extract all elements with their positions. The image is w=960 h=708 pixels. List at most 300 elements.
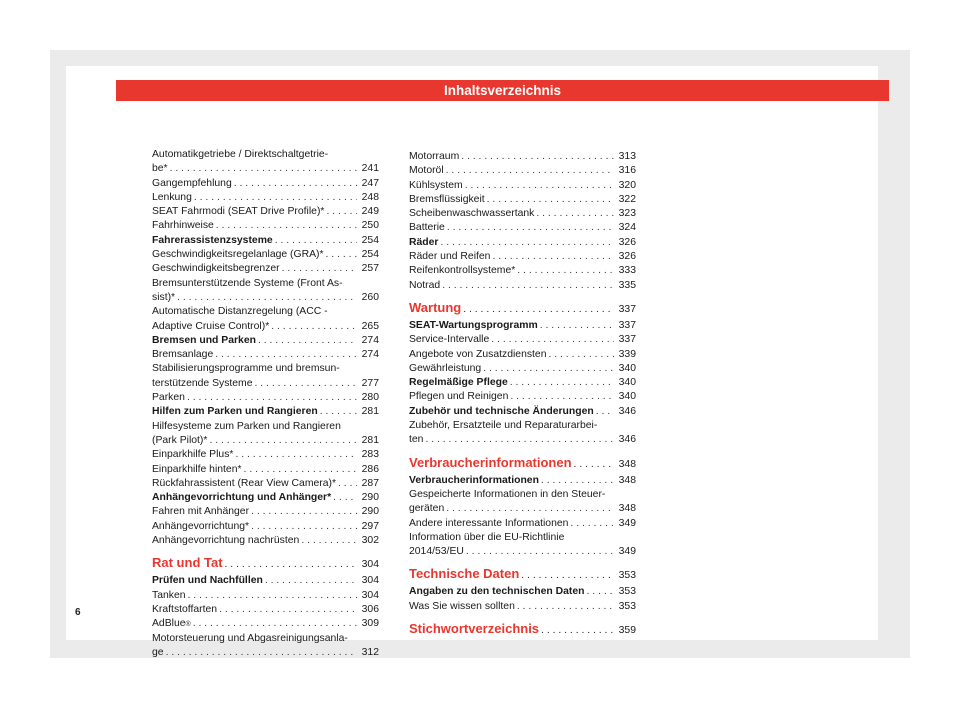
- toc-page-number: 346: [618, 434, 636, 446]
- dot-leader: [253, 377, 358, 391]
- toc-page-number: 274: [361, 349, 379, 361]
- toc-entry-line: [152, 262, 379, 276]
- toc-entry[interactable]: [409, 600, 636, 614]
- dot-leader: [233, 448, 357, 462]
- toc-page-number: 322: [618, 193, 636, 205]
- toc-entry-line: [409, 250, 636, 264]
- toc-entry-line: [152, 320, 379, 334]
- toc-entry-line: [152, 534, 379, 548]
- toc-entry-line: [409, 150, 636, 164]
- dot-leader: [186, 589, 357, 603]
- toc-entry[interactable]: [152, 334, 379, 348]
- dot-leader: [324, 205, 357, 219]
- toc-entry-line: [409, 207, 636, 221]
- toc-entry[interactable]: [409, 207, 636, 221]
- toc-entry-label: Gangempfehlung: [152, 177, 232, 189]
- dot-leader: [423, 433, 614, 447]
- dot-leader: [585, 585, 614, 599]
- dot-leader: [444, 502, 614, 516]
- toc-entry-label: sist)*: [152, 291, 176, 303]
- toc-entry[interactable]: [152, 420, 379, 449]
- toc-page-number: 277: [361, 377, 379, 389]
- toc-page-number: 309: [361, 618, 379, 630]
- toc-page-number: 339: [618, 348, 636, 360]
- dot-leader: [489, 333, 614, 347]
- dot-leader: [538, 319, 614, 333]
- toc-page-number: 348: [618, 458, 636, 470]
- toc-entry-label: Wartung: [409, 299, 462, 315]
- toc-entry[interactable]: [409, 221, 636, 235]
- toc-entry-label: Andere interessante Informationen: [409, 517, 569, 529]
- toc-entry-line: [152, 334, 379, 348]
- toc-page-number: 304: [361, 589, 379, 601]
- toc-entry-line: [152, 463, 379, 477]
- toc-entry-label: Tanken: [152, 589, 186, 601]
- dot-leader: [463, 179, 614, 193]
- page-number: 6: [75, 607, 81, 618]
- dot-leader: [242, 463, 357, 477]
- toc-page-number: 290: [361, 506, 379, 518]
- dot-leader: [336, 477, 357, 491]
- toc-page-number: 304: [361, 575, 379, 587]
- toc-page-number: 326: [618, 251, 636, 263]
- toc-chapter-heading[interactable]: [409, 565, 636, 585]
- toc-entry-label: Räder: [409, 236, 439, 248]
- toc-entry[interactable]: [409, 150, 636, 164]
- dot-leader: [217, 603, 357, 617]
- toc-page-number: 254: [361, 249, 379, 261]
- toc-page-number: 306: [361, 603, 379, 615]
- dot-leader: [207, 434, 357, 448]
- toc-entry[interactable]: [152, 603, 379, 617]
- toc-entry-label: Service-Intervalle: [409, 334, 490, 346]
- toc-entry-line: [409, 502, 636, 516]
- dot-leader: [445, 221, 614, 235]
- toc-entry-label: Gewährleistung: [409, 362, 482, 374]
- dot-leader: [175, 291, 357, 305]
- dot-leader: [249, 520, 357, 534]
- toc-entry-label: Scheibenwaschwassertank: [409, 208, 535, 220]
- toc-entry-label: Verbraucherinformationen: [409, 454, 572, 470]
- toc-entry-label: (Park Pilot)*: [152, 434, 208, 446]
- toc-entry-line: [409, 600, 636, 614]
- toc-page-number: 349: [618, 546, 636, 558]
- dot-leader: [515, 264, 614, 278]
- toc-entry[interactable]: [152, 348, 379, 362]
- toc-entry-line: [152, 603, 379, 617]
- toc-entry-label: Fahren mit Anhänger: [152, 506, 250, 518]
- toc-entry-label: Fahrhinweise: [152, 220, 214, 232]
- page-title: Inhaltsverzeichnis: [116, 80, 889, 101]
- dot-leader: [508, 376, 614, 390]
- toc-entry[interactable]: [152, 205, 379, 219]
- toc-entry-label: Anhängevorrichtung*: [152, 520, 250, 532]
- toc-entry[interactable]: [409, 474, 636, 488]
- toc-entry-label: Einparkhilfe Plus*: [152, 449, 234, 461]
- toc-entry-line: [409, 376, 636, 390]
- toc-entry[interactable]: [152, 520, 379, 534]
- toc-page-number: 260: [361, 291, 379, 303]
- toc-entry-label: Notrad: [409, 279, 441, 291]
- toc-entry-line: [409, 264, 636, 278]
- toc-entry-label: Lenkung: [152, 191, 192, 203]
- toc-entry-label: Angebote von Zusatzdiensten: [409, 348, 547, 360]
- dot-leader: [490, 250, 614, 264]
- toc-entry-line: [152, 448, 379, 462]
- toc-entry[interactable]: [409, 348, 636, 362]
- toc-entry-line: [409, 620, 636, 640]
- toc-entry-line: [409, 545, 636, 559]
- toc-page-number: 348: [618, 474, 636, 486]
- toc-entry-line: [409, 433, 636, 447]
- toc-entry-line: [152, 234, 379, 248]
- toc-entry[interactable]: [409, 517, 636, 531]
- toc-entry-line: [152, 405, 379, 419]
- toc-entry-line: [152, 191, 379, 205]
- toc-entry[interactable]: [409, 236, 636, 250]
- toc-entry[interactable]: [152, 405, 379, 419]
- toc-page-number: 337: [618, 334, 636, 346]
- toc-entry[interactable]: [152, 448, 379, 462]
- toc-entry[interactable]: [152, 589, 379, 603]
- toc-entry-label: Adaptive Cruise Control)*: [152, 320, 270, 332]
- toc-entry[interactable]: [409, 179, 636, 193]
- toc-entry-label: Räder und Reifen: [409, 251, 491, 263]
- toc-page-number: 274: [361, 334, 379, 346]
- toc-entry-line: [409, 517, 636, 531]
- toc-entry-line: [409, 299, 636, 319]
- toc-entry-line: [409, 362, 636, 376]
- toc-entry[interactable]: [409, 264, 636, 278]
- dot-leader: [461, 301, 614, 319]
- dot-leader: [539, 622, 614, 640]
- toc-page-number: 353: [618, 570, 636, 582]
- toc-entry-label: Motorraum: [409, 151, 460, 162]
- toc-entry-label: Bremsflüssigkeit: [409, 193, 485, 205]
- toc-entry-line: [409, 164, 636, 178]
- dot-leader: [546, 348, 614, 362]
- toc-entry-label: Parken: [152, 392, 185, 404]
- toc-entry[interactable]: [152, 219, 379, 233]
- toc-entry[interactable]: [152, 574, 379, 588]
- toc-entry-label: Hilfesysteme zum Parken und Rangieren: [152, 420, 341, 432]
- dot-leader: [164, 646, 357, 660]
- toc-page-number: 283: [361, 449, 379, 461]
- toc-page-number: 286: [361, 463, 379, 475]
- toc-entry[interactable]: [152, 491, 379, 505]
- dot-leader: [269, 320, 357, 334]
- dot-leader: [223, 556, 357, 574]
- toc-entry[interactable]: [152, 477, 379, 491]
- toc-entry-label: Einparkhilfe hinten*: [152, 463, 242, 475]
- toc-page-number: 326: [618, 236, 636, 248]
- dot-leader: [185, 391, 357, 405]
- toc-entry-label: Zubehör und technische Änderungen: [409, 405, 594, 417]
- toc-entry-label: Pflegen und Reinigen: [409, 391, 509, 403]
- toc-entry[interactable]: [409, 531, 636, 560]
- dot-leader: [539, 474, 614, 488]
- dot-leader: [299, 534, 357, 548]
- toc-page-number: 340: [618, 377, 636, 389]
- toc-entry[interactable]: [152, 305, 379, 334]
- dot-leader: [459, 150, 614, 164]
- toc-entry-line: [409, 474, 636, 488]
- toc-page-number: 320: [618, 179, 636, 191]
- dot-leader: [168, 162, 357, 176]
- toc-entry-label: Reifenkontrollsysteme*: [409, 265, 516, 277]
- toc-entry[interactable]: [409, 333, 636, 347]
- toc-entry[interactable]: [152, 391, 379, 405]
- toc-entry-line: [152, 554, 379, 574]
- toc-page-number: 323: [618, 208, 636, 220]
- toc-entry-line: [409, 390, 636, 404]
- toc-entry-line: [409, 236, 636, 250]
- toc-entry-label: Anhängevorrichtung nachrüsten: [152, 535, 300, 547]
- toc-entry[interactable]: [152, 362, 379, 391]
- toc-entry-line: [409, 585, 636, 599]
- toc-entry-label: Bremsen und Parken: [152, 334, 256, 346]
- dot-leader: [191, 617, 357, 631]
- toc-page-number: 337: [618, 319, 636, 331]
- toc-entry-line: [152, 162, 379, 176]
- toc-page-number: 247: [361, 177, 379, 189]
- toc-entry-label: Angaben zu den technischen Daten: [409, 586, 585, 598]
- toc-page-number: 333: [618, 265, 636, 277]
- toc-page-number: 265: [361, 320, 379, 332]
- dot-leader: [534, 207, 614, 221]
- toc-chapter-heading[interactable]: [409, 454, 636, 474]
- toc-page-number: 280: [361, 392, 379, 404]
- toc-entry[interactable]: [409, 250, 636, 264]
- toc-entry-label: Rückfahrassistent (Rear View Camera)*: [152, 477, 337, 489]
- toc-entry[interactable]: [409, 390, 636, 404]
- toc-chapter-heading[interactable]: [152, 554, 379, 574]
- dot-leader: [572, 456, 614, 474]
- toc-entry-line: [152, 491, 379, 505]
- toc-page-number: 346: [618, 405, 636, 417]
- toc-page-number: 248: [361, 191, 379, 203]
- toc-entry-label: Rat und Tat: [152, 555, 223, 571]
- toc-entry-label: Hilfen zum Parken und Rangieren: [152, 406, 318, 418]
- dot-leader: [508, 390, 614, 404]
- toc-entry-label: Bremsunterstützende Systeme (Front As-: [152, 277, 343, 289]
- toc-page-number: 349: [618, 517, 636, 529]
- dot-leader: [232, 177, 357, 191]
- toc-page-number: 324: [618, 222, 636, 234]
- toc-entry-line: [409, 405, 636, 419]
- dot-leader: [594, 405, 614, 419]
- toc-entry-line: [409, 333, 636, 347]
- toc-page-number: 287: [361, 477, 379, 489]
- toc-entry-label: geräten: [409, 503, 445, 515]
- toc-page-number: 254: [361, 234, 379, 246]
- toc-entry-line: [152, 589, 379, 603]
- toc-entry-label: Motoröl: [409, 165, 444, 177]
- dot-leader: [464, 545, 614, 559]
- toc-entry[interactable]: [152, 505, 379, 519]
- toc-entry-label: Anhängevorrichtung und Anhänger*: [152, 492, 332, 504]
- toc-entry-label: Information über die EU-Richtlinie: [409, 531, 565, 543]
- toc-entry-line: [152, 646, 379, 660]
- toc-entry-line: [409, 348, 636, 362]
- toc-column-right: [409, 150, 636, 640]
- toc-entry-line: [152, 520, 379, 534]
- toc-entry[interactable]: [152, 617, 379, 631]
- toc-entry-label: Was Sie wissen sollten: [409, 600, 515, 612]
- toc-entry[interactable]: [152, 234, 379, 248]
- toc-entry-label: 2014/53/EU: [409, 546, 464, 558]
- toc-entry[interactable]: [152, 632, 379, 661]
- toc-entry[interactable]: [152, 191, 379, 205]
- toc-entry[interactable]: [152, 463, 379, 477]
- toc-page-number: 302: [361, 535, 379, 547]
- toc-entry-line: [409, 179, 636, 193]
- toc-entry[interactable]: [409, 164, 636, 178]
- toc-entry-label: Zubehör, Ersatzteile und Reparaturarbei-: [409, 420, 598, 432]
- toc-page-number: 281: [361, 406, 379, 418]
- toc-entry[interactable]: [409, 279, 636, 293]
- toc-entry[interactable]: [409, 362, 636, 376]
- toc-page-number: 312: [361, 646, 379, 658]
- dot-leader: [249, 505, 357, 519]
- dot-leader: [519, 567, 614, 585]
- toc-entry-label: ten: [409, 434, 424, 446]
- dot-leader: [324, 248, 357, 262]
- toc-entry-label: Automatische Distanzregelung (ACC -: [152, 306, 328, 318]
- toc-entry-label: Automatikgetriebe / Direktschaltgetrie-: [152, 149, 329, 160]
- toc-entry-label: Verbraucherinformationen: [409, 474, 539, 486]
- toc-entry[interactable]: [409, 193, 636, 207]
- toc-entry-label: Regelmäßige Pflege: [409, 377, 508, 389]
- toc-entry-label: Geschwindigkeitsbegrenzer: [152, 263, 280, 275]
- toc-page-number: 340: [618, 362, 636, 374]
- toc-page-number: 348: [618, 503, 636, 515]
- toc-page-number: 359: [618, 625, 636, 637]
- toc-chapter-heading[interactable]: [409, 299, 636, 319]
- toc-entry[interactable]: [152, 248, 379, 262]
- toc-entry-label: Geschwindigkeitsregelanlage (GRA)*: [152, 249, 324, 261]
- toc-page-number: 340: [618, 391, 636, 403]
- toc-entry-line: [152, 177, 379, 191]
- dot-leader: [280, 262, 357, 276]
- toc-entry-label: SEAT-Wartungsprogramm: [409, 319, 538, 331]
- toc-entry[interactable]: [152, 148, 379, 177]
- toc-entry-label: Technische Daten: [409, 566, 520, 582]
- dot-leader: [515, 600, 614, 614]
- toc-entry[interactable]: [152, 177, 379, 191]
- toc-page-number: 241: [361, 163, 379, 175]
- toc-entry[interactable]: [409, 405, 636, 419]
- toc-entry[interactable]: [152, 534, 379, 548]
- toc-entry-line: [152, 291, 379, 305]
- toc-entry[interactable]: [409, 419, 636, 448]
- toc-page-number: 353: [618, 600, 636, 612]
- toc-entry-label: terstützende Systeme: [152, 377, 253, 389]
- toc-entry[interactable]: [409, 376, 636, 390]
- toc-entry-label: SEAT Fahrmodi (SEAT Drive Profile)*: [152, 206, 325, 218]
- toc-entry-label: Bremsanlage: [152, 349, 214, 361]
- dot-leader: [331, 491, 357, 505]
- dot-leader: [318, 405, 357, 419]
- toc-entry-line: [409, 319, 636, 333]
- toc-entry-label: Gespeicherte Informationen in den Steuer-: [409, 488, 606, 500]
- toc-page-number: 304: [361, 559, 379, 571]
- page-background: [50, 50, 910, 658]
- dot-leader: [568, 517, 614, 531]
- toc-entry-label: Motorsteuerung und Abgasreinigungsanla-: [152, 632, 348, 644]
- dot-leader: [192, 191, 357, 205]
- toc-page-number: 335: [618, 279, 636, 291]
- toc-entry[interactable]: [409, 585, 636, 599]
- toc-page-number: 297: [361, 520, 379, 532]
- toc-entry-line: [152, 434, 379, 448]
- toc-entry-label: Stabilisierungsprogramme und bremsun-: [152, 363, 340, 375]
- toc-entry-line: [409, 454, 636, 474]
- dot-leader: [273, 234, 357, 248]
- dot-leader: [438, 236, 614, 250]
- toc-page-number: 249: [361, 206, 379, 218]
- toc-entry[interactable]: [409, 488, 636, 517]
- toc-page-number: 337: [618, 303, 636, 315]
- dot-leader: [481, 362, 614, 376]
- dot-leader: [214, 219, 357, 233]
- dot-leader: [444, 164, 614, 178]
- toc-entry[interactable]: [409, 319, 636, 333]
- toc-entry-label: AdBlue: [152, 618, 186, 630]
- toc-entry-line: [152, 205, 379, 219]
- dot-leader: [256, 334, 357, 348]
- toc-entry-line: [409, 193, 636, 207]
- toc-page-number: 290: [361, 492, 379, 504]
- toc-entry-line: AdBlue ® . . . 309: [152, 617, 379, 631]
- toc-chapter-heading[interactable]: [409, 620, 636, 640]
- toc-entry-label: Batterie: [409, 222, 445, 234]
- dot-leader: [440, 279, 614, 293]
- toc-entry-line: [152, 348, 379, 362]
- toc-column-left: [152, 148, 379, 660]
- toc-entry-label: ge: [152, 646, 164, 658]
- toc-entry-line: [152, 505, 379, 519]
- dot-leader: [213, 348, 357, 362]
- document-page: [66, 66, 878, 658]
- toc-entry-label: be*: [152, 163, 168, 175]
- dot-leader: [485, 193, 614, 207]
- toc-entry-line: [152, 391, 379, 405]
- toc-entry-line: [409, 221, 636, 235]
- toc-page-number: 316: [618, 165, 636, 177]
- toc-entry[interactable]: [152, 262, 379, 276]
- toc-entry-line: [409, 279, 636, 293]
- toc-page-number: 257: [361, 263, 379, 275]
- toc-entry-line: [152, 477, 379, 491]
- toc-page-number: 313: [618, 151, 636, 162]
- toc-entry-line: [409, 565, 636, 585]
- toc-entry-label: Kühlsystem: [409, 179, 463, 191]
- toc-entry-label: Fahrerassistenzsysteme: [152, 234, 273, 246]
- toc-entry-line: [152, 377, 379, 391]
- toc-entry[interactable]: [152, 277, 379, 306]
- toc-entry-label: Stichwortverzeichnis: [409, 621, 540, 637]
- toc-page-number: 250: [361, 220, 379, 232]
- dot-leader: [263, 574, 357, 588]
- toc-page-number: 281: [361, 434, 379, 446]
- toc-page-number: 353: [618, 586, 636, 598]
- toc-entry-line: [152, 219, 379, 233]
- toc-entry-line: [152, 248, 379, 262]
- toc-entry-label: Prüfen und Nachfüllen: [152, 575, 263, 587]
- toc-entry-label: Kraftstoffarten: [152, 603, 218, 615]
- toc-entry-line: [152, 574, 379, 588]
